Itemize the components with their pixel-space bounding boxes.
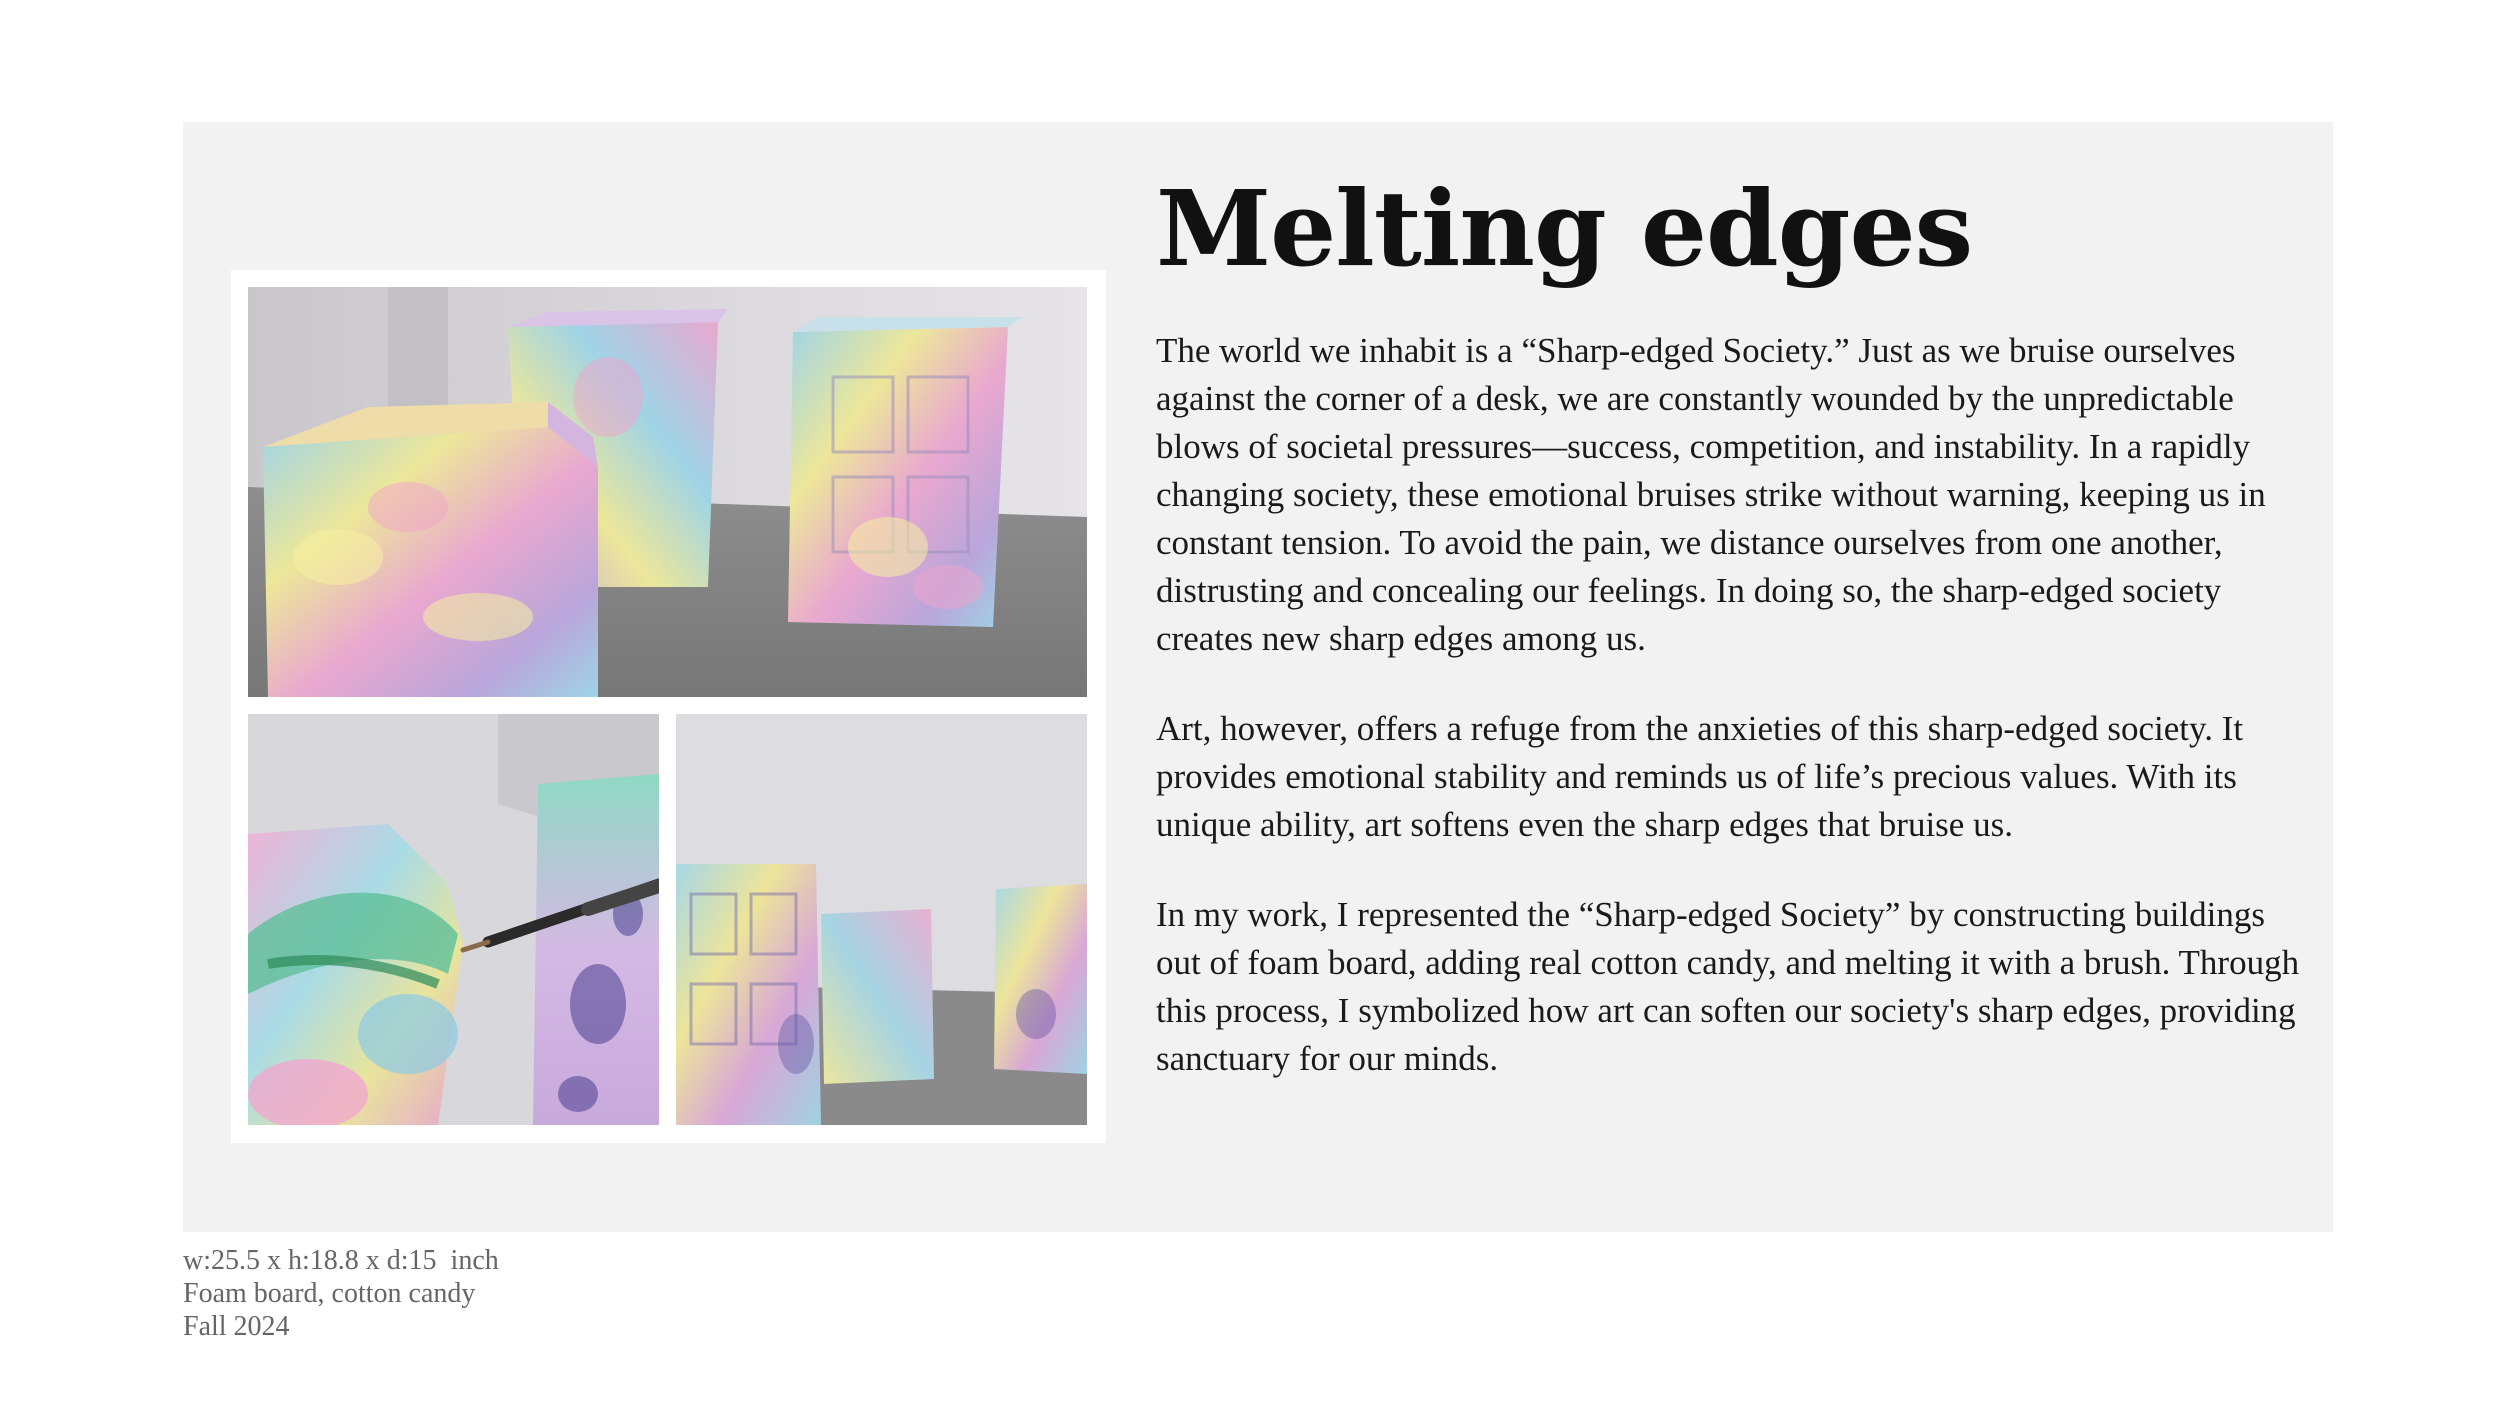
- photo-collage: [231, 270, 1106, 1143]
- content-panel: [183, 122, 2333, 1232]
- artist-statement: [1156, 327, 2306, 1125]
- statement-paragraph-1: The world we inhabit is a “Sharp-edged Society.” Just as we bruise ourselves against the corner of a desk, we are constantly wounded by the unpredictable blows of societal pressures—success, competition, and instability. In a rapidly changing society, these emotional bruises strike without warning, keeping us in constant tension. To avoid the pain, we distance ourselves from one another, distrusting and concealing our feelings. In doing so, the sharp-edged society creates new sharp edges among us.: [1156, 331, 2266, 658]
- artwork-caption: [183, 1244, 499, 1343]
- statement-paragraph-3: In my work, I represented the “Sharp-edged Society” by constructing buildings out of foam board, adding real cotton candy, and melting it with a brush. Through this process, I symbolized how art can soften our society's sharp edges, providing sanctuary for our minds.: [1156, 895, 2300, 1078]
- statement-paragraph-2: Art, however, offers a refuge from the anxieties of this sharp-edged society. It provides emotional stability and reminds us of life’s precious values. With its unique ability, art softens even the sharp edges that bruise us.: [1156, 709, 2244, 844]
- photo-three-buildings: [248, 287, 1087, 697]
- photo-building-row: [676, 714, 1087, 1125]
- photo-brush-melting: [248, 714, 659, 1125]
- caption-dimensions: w:25.5 x h:18.8 x d:15 inch: [183, 1245, 499, 1276]
- caption-date: Fall 2024: [183, 1311, 290, 1342]
- caption-materials: Foam board, cotton candy: [183, 1278, 476, 1309]
- artwork-title: Melting edges: [1156, 167, 1973, 290]
